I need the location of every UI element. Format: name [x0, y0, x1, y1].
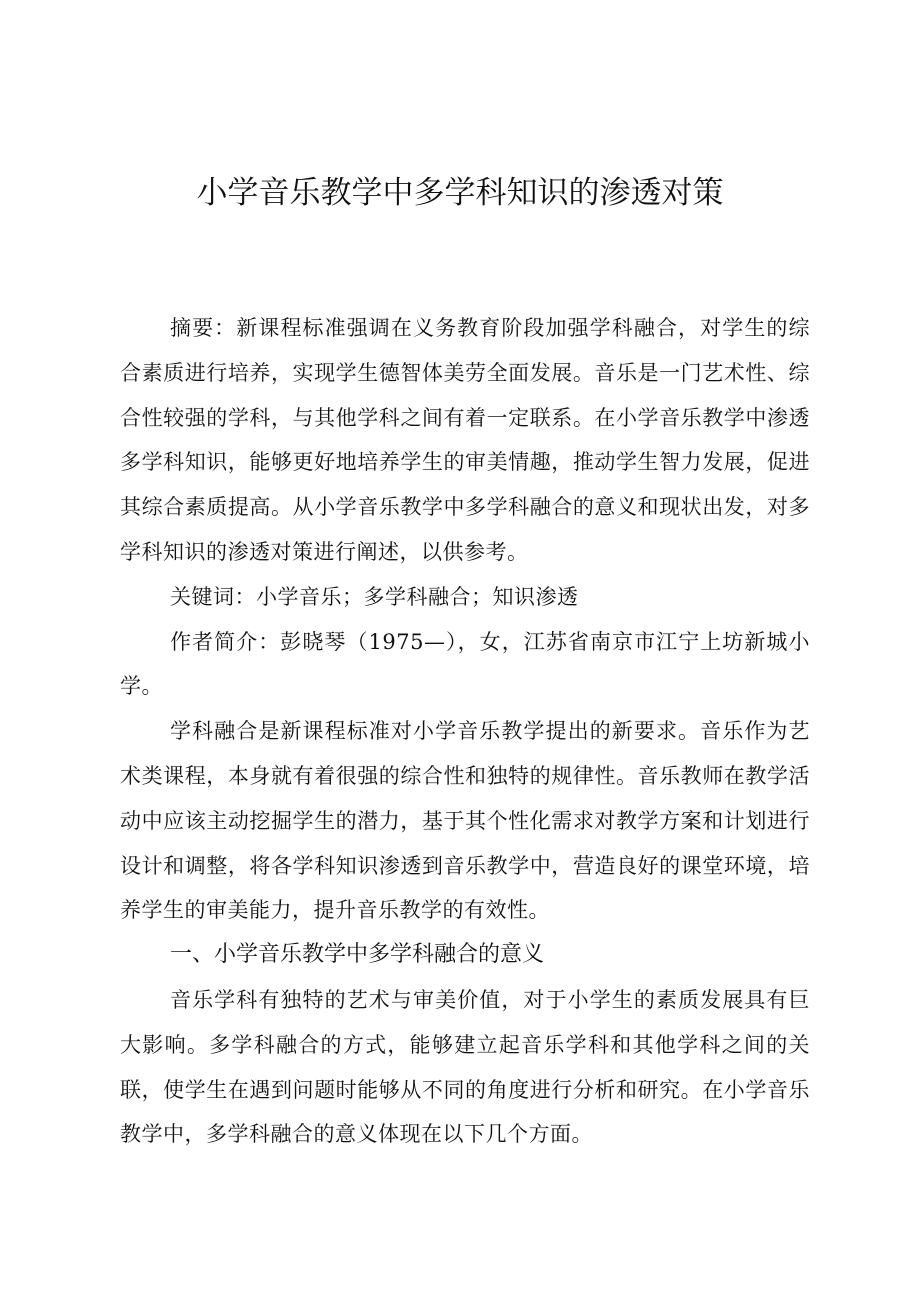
document-body — [120, 306, 810, 1157]
abstract-paragraph: 摘要：新课程标准强调在义务教育阶段加强学科融合，对学生的综合素质进行培养，实现学生德智体美劳全面发展。音乐是一门艺术性、综合性较强的学科，与其他学科之间有着一定联系。在小学音乐教学中渗透多学科知识，能够更好地培养学生的审美情趣，推动学生智力发展，促进其综合素质提高。从小学音乐教学中多学科融合的意义和现状出发，对多学科知识的渗透对策进行阐述，以供参考。 — [120, 316, 810, 564]
author-info: 作者简介：彭晓琴（1975—），女，江苏省南京市江宁上坊新城小学。 — [120, 629, 810, 699]
document-title: 小学音乐教学中多学科知识的渗透对策 — [196, 175, 724, 211]
keywords-line: 关键词：小学音乐；多学科融合；知识渗透 — [170, 584, 579, 609]
section-paragraph: 音乐学科有独特的艺术与审美价值，对于小学生的素质发展具有巨大影响。多学科融合的方式，能够建立起音乐学科和其他学科之间的关联，使学生在遇到问题时能够从不同的角度进行分析和研究。在小学音乐教学中，多学科融合的意义体现在以下几个方面。 — [120, 987, 810, 1147]
intro-paragraph: 学科融合是新课程标准对小学音乐教学提出的新要求。音乐作为艺术类课程，本身就有着很强的综合性和独特的规律性。音乐教师在教学活动中应该主动挖掘学生的潜力，基于其个性化需求对教学方案和计划进行设计和调整，将各学科知识渗透到音乐教学中，营造良好的课堂环境，培养学生的审美能力，提升音乐教学的有效性。 — [120, 719, 810, 923]
section-heading: 一、小学音乐教学中多学科融合的意义 — [170, 942, 545, 968]
